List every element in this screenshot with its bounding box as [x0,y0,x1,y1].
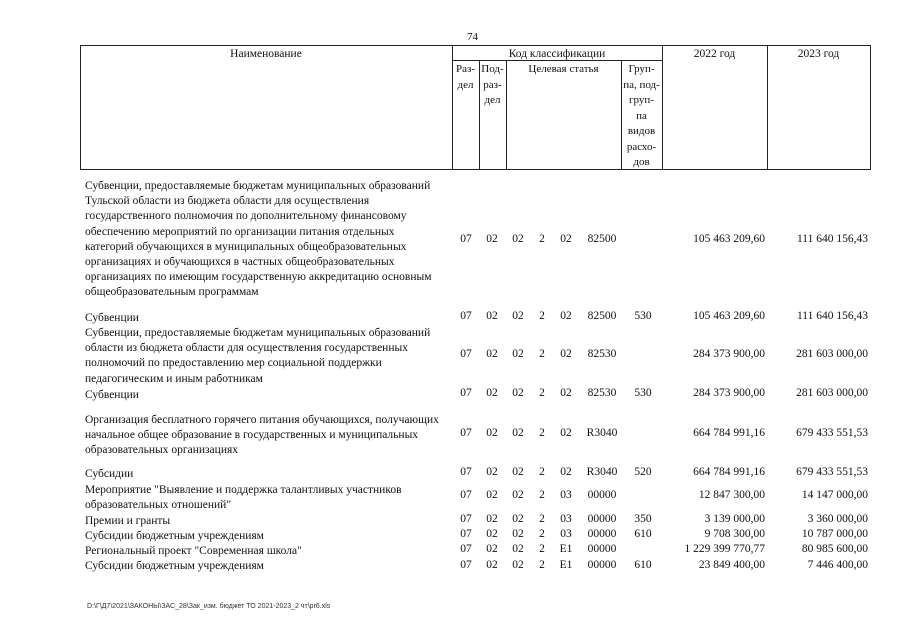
row-cs4: 82530 [587,387,617,399]
row-cs1: 02 [512,543,524,555]
row-y2022: 284 373 900,00 [693,348,765,360]
row-razdel: 07 [460,387,472,399]
row-name: Субсидии бюджетным учреждениям [85,560,264,572]
row-podrazdel: 02 [486,387,498,399]
row-name: Субсидии бюджетным учреждениям [85,530,264,542]
row-name: Субвенции [85,389,139,401]
row-cs2: 2 [539,466,545,478]
row-cs2: 2 [539,543,545,555]
row-cs4: R3040 [586,427,618,439]
row-name: Субвенции, предоставляемые бюджетам муниципальных образований области из бюджета области для осуществления государственных полномочий по предоставлению мер социальной поддержки педагогическим и иным работникам [85,327,431,385]
row-cs2: 2 [539,233,545,245]
row-y2023: 679 433 551,53 [796,466,868,478]
row-razdel: 07 [460,543,472,555]
row-vr: 350 [634,513,652,525]
row-y2022: 23 849 400,00 [698,559,765,571]
header-classification: Код классификации [508,48,606,60]
row-vr: 530 [634,387,652,399]
row-y2023: 14 147 000,00 [801,489,868,501]
header-podrazdel: Под- раз- дел [481,63,504,106]
row-cs1: 02 [512,427,524,439]
row-vr: 610 [634,559,652,571]
row-y2022: 664 784 991,16 [693,427,765,439]
row-cs4: 00000 [587,543,617,555]
header-target-article: Целевая статья [528,63,599,75]
row-cs3: 03 [560,489,572,501]
row-cs1: 02 [512,348,524,360]
row-y2023: 111 640 156,43 [796,310,868,322]
row-cs1: 02 [512,513,524,525]
row-cs3: 02 [560,387,572,399]
row-cs1: 02 [512,310,524,322]
row-podrazdel: 02 [486,233,498,245]
row-cs4: 82500 [587,233,617,245]
row-cs4: 00000 [587,528,617,540]
row-y2022: 284 373 900,00 [693,387,765,399]
header-year-2023: 2023 год [797,48,840,60]
row-cs3: E1 [559,559,573,571]
row-podrazdel: 02 [486,543,498,555]
row-y2022: 1 229 399 770,77 [684,543,765,555]
header-razdel: Раз- дел [455,63,475,91]
page-number: 74 [467,31,478,43]
row-y2023: 679 433 551,53 [796,427,868,439]
row-y2022: 105 463 209,60 [693,310,765,322]
row-name: Региональный проект "Современная школа" [85,545,302,557]
row-cs1: 02 [512,528,524,540]
row-y2023: 281 603 000,00 [796,348,868,360]
row-vr: 530 [634,310,652,322]
row-name: Организация бесплатного горячего питания обучающихся, получающих начальное общее образование в государственных и муниципальных образовательных организациях [85,414,439,457]
row-cs4: 82500 [587,310,617,322]
row-name: Мероприятие "Выявление и поддержка талантливых участников образовательных отношений" [85,484,402,512]
row-cs2: 2 [539,528,545,540]
row-cs2: 2 [539,513,545,525]
row-name: Субсидии [85,468,134,480]
row-cs4: 00000 [587,559,617,571]
row-y2023: 7 446 400,00 [807,559,868,571]
row-cs1: 02 [512,233,524,245]
row-cs2: 2 [539,310,545,322]
row-cs3: 02 [560,233,572,245]
row-cs2: 2 [539,348,545,360]
header-name: Наименование [230,48,302,60]
row-cs1: 02 [512,559,524,571]
row-name: Премии и гранты [85,515,171,527]
row-y2023: 80 985 600,00 [801,543,868,555]
row-cs4: 00000 [587,513,617,525]
row-y2023: 111 640 156,43 [796,233,868,245]
row-vr: 610 [634,528,652,540]
row-podrazdel: 02 [486,348,498,360]
row-cs2: 2 [539,427,545,439]
row-razdel: 07 [460,348,472,360]
row-cs3: 02 [560,310,572,322]
row-cs1: 02 [512,489,524,501]
row-razdel: 07 [460,310,472,322]
row-podrazdel: 02 [486,466,498,478]
row-y2022: 664 784 991,16 [693,466,765,478]
row-cs2: 2 [539,489,545,501]
row-razdel: 07 [460,513,472,525]
row-razdel: 07 [460,489,472,501]
row-cs1: 02 [512,387,524,399]
row-vr: 520 [634,466,652,478]
row-razdel: 07 [460,559,472,571]
row-podrazdel: 02 [486,310,498,322]
row-name: Субвенции, предоставляемые бюджетам муниципальных образований Тульской области из бюджета области для осуществления государственного полномочия по дополнительному финансовому обеспечению мероприятий по организации питания отдельных категорий обучающихся в муниципальных общеобразовательных организациях и обучающихся в частных общеобразовательных организациях по имеющим государственную аккредитацию основным общеобразовательным программам [85,180,432,299]
header-year-2022: 2022 год [693,48,736,60]
row-y2022: 3 139 000,00 [704,513,765,525]
row-podrazdel: 02 [486,513,498,525]
row-cs3: 03 [560,528,572,540]
row-cs3: 02 [560,427,572,439]
file-path-footer: D:\Г\Д7\2021\ЗАКОНЫ\ЗАС_28\Зак_изм. бюджет ТО 2021-2023_2 чт\pr6.xls [87,603,331,610]
row-y2022: 12 847 300,00 [698,489,765,501]
row-cs3: 02 [560,348,572,360]
row-podrazdel: 02 [486,489,498,501]
row-razdel: 07 [460,528,472,540]
row-y2023: 281 603 000,00 [796,387,868,399]
row-y2023: 3 360 000,00 [807,513,868,525]
row-cs2: 2 [539,387,545,399]
row-y2022: 105 463 209,60 [693,233,765,245]
row-cs4: R3040 [586,466,618,478]
row-cs1: 02 [512,466,524,478]
row-cs3: E1 [559,543,573,555]
header-group: Груп- па, под- груп- па видов расхо- дов [623,63,660,168]
row-razdel: 07 [460,427,472,439]
row-cs3: 02 [560,466,572,478]
row-cs2: 2 [539,559,545,571]
row-podrazdel: 02 [486,427,498,439]
row-cs3: 03 [560,513,572,525]
row-razdel: 07 [460,233,472,245]
row-cs4: 82530 [587,348,617,360]
row-podrazdel: 02 [486,528,498,540]
row-cs4: 00000 [587,489,617,501]
row-y2022: 9 708 300,00 [704,528,765,540]
row-razdel: 07 [460,466,472,478]
row-podrazdel: 02 [486,559,498,571]
row-name: Субвенции [85,312,139,324]
row-y2023: 10 787 000,00 [801,528,868,540]
